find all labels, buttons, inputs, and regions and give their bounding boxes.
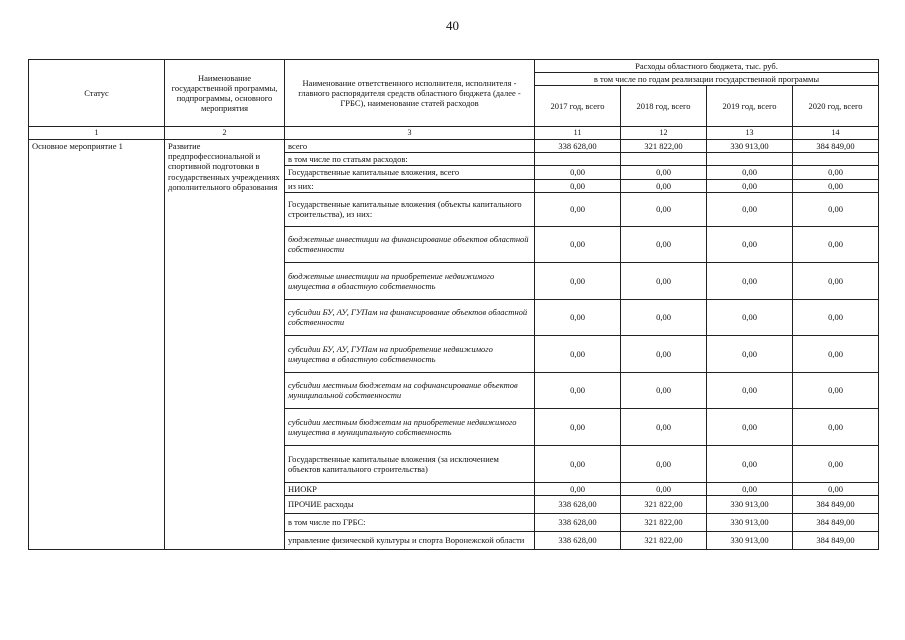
- status-cell: Основное мероприятие 1: [29, 139, 165, 549]
- amount-cell: 384 849,00: [793, 139, 879, 152]
- amount-cell: 0,00: [621, 408, 707, 445]
- expense-label: бюджетные инвестиции на финансирование объектов областной собственности: [285, 226, 535, 262]
- amount-cell: 0,00: [707, 335, 793, 372]
- amount-cell: 330 913,00: [707, 513, 793, 531]
- amount-cell: 338 628,00: [535, 531, 621, 549]
- table-row: [29, 139, 879, 152]
- amount-cell: 384 849,00: [793, 495, 879, 513]
- amount-cell: 0,00: [793, 299, 879, 335]
- amount-cell: 330 913,00: [707, 531, 793, 549]
- amount-cell: 0,00: [621, 179, 707, 192]
- expense-label: в том числе по статьям расходов:: [285, 153, 535, 166]
- expense-label: субсидии местным бюджетам на софинансирование объектов муниципальной собственности: [285, 372, 535, 408]
- expense-label: из них:: [285, 179, 535, 192]
- amount-cell: 0,00: [707, 372, 793, 408]
- amount-cell: 0,00: [535, 372, 621, 408]
- header-executor: Наименование ответственного исполнителя, исполнителя - главного распорядителя средств областного бюджета (далее - ГРБС), наименование статей расходов: [285, 60, 535, 127]
- header-by-years: в том числе по годам реализации государственной программы: [535, 73, 879, 86]
- amount-cell: 0,00: [707, 299, 793, 335]
- amount-cell: 0,00: [707, 192, 793, 226]
- amount-cell: 338 628,00: [535, 495, 621, 513]
- amount-cell: 0,00: [707, 482, 793, 495]
- expense-label: ПРОЧИЕ расходы: [285, 495, 535, 513]
- amount-cell: 0,00: [621, 262, 707, 299]
- expense-label: бюджетные инвестиции на приобретение недвижимого имущества в областную собственность: [285, 262, 535, 299]
- expense-label: Государственные капитальные вложения, всего: [285, 166, 535, 179]
- amount-cell: [621, 153, 707, 166]
- expense-label: всего: [285, 139, 535, 152]
- amount-cell: 321 822,00: [621, 513, 707, 531]
- amount-cell: 321 822,00: [621, 139, 707, 152]
- amount-cell: 0,00: [621, 299, 707, 335]
- amount-cell: 0,00: [793, 335, 879, 372]
- expense-label: субсидии местным бюджетам на приобретение недвижимого имущества в муниципальную собственность: [285, 408, 535, 445]
- amount-cell: 0,00: [535, 262, 621, 299]
- amount-cell: 330 913,00: [707, 139, 793, 152]
- column-index: 11: [535, 127, 621, 140]
- amount-cell: 0,00: [621, 372, 707, 408]
- amount-cell: 0,00: [793, 166, 879, 179]
- header-year-2018: 2018 год, всего: [621, 86, 707, 127]
- header-status: Статус: [29, 60, 165, 127]
- amount-cell: 330 913,00: [707, 495, 793, 513]
- amount-cell: [535, 153, 621, 166]
- amount-cell: 0,00: [793, 262, 879, 299]
- amount-cell: 0,00: [707, 226, 793, 262]
- amount-cell: 0,00: [621, 482, 707, 495]
- expense-label: в том числе по ГРБС:: [285, 513, 535, 531]
- header-year-2019: 2019 год, всего: [707, 86, 793, 127]
- amount-cell: 0,00: [621, 226, 707, 262]
- column-index: 14: [793, 127, 879, 140]
- amount-cell: 0,00: [707, 166, 793, 179]
- header-program-name: Наименование государственной программы, подпрограммы, основного мероприятия: [165, 60, 285, 127]
- amount-cell: 0,00: [793, 192, 879, 226]
- table-body: [29, 139, 879, 549]
- expense-label: субсидии БУ, АУ, ГУПам на финансирование объектов областной собственности: [285, 299, 535, 335]
- amount-cell: 0,00: [535, 335, 621, 372]
- amount-cell: 0,00: [793, 372, 879, 408]
- header-year-2020: 2020 год, всего: [793, 86, 879, 127]
- header-expenses-title: Расходы областного бюджета, тыс. руб.: [535, 60, 879, 73]
- amount-cell: 321 822,00: [621, 495, 707, 513]
- amount-cell: 0,00: [535, 299, 621, 335]
- expense-label: Государственные капитальные вложения (за исключением объектов капитального строительства): [285, 445, 535, 482]
- amount-cell: [707, 153, 793, 166]
- expense-label: НИОКР: [285, 482, 535, 495]
- amount-cell: 0,00: [535, 166, 621, 179]
- amount-cell: 0,00: [535, 445, 621, 482]
- expense-label: управление физической культуры и спорта Воронежской области: [285, 531, 535, 549]
- amount-cell: 0,00: [621, 192, 707, 226]
- expense-label: Государственные капитальные вложения (объекты капитального строительства), из них:: [285, 192, 535, 226]
- column-index: 3: [285, 127, 535, 140]
- amount-cell: 384 849,00: [793, 531, 879, 549]
- amount-cell: 0,00: [793, 226, 879, 262]
- amount-cell: 338 628,00: [535, 139, 621, 152]
- amount-cell: 0,00: [707, 408, 793, 445]
- column-index: 12: [621, 127, 707, 140]
- column-index: 1: [29, 127, 165, 140]
- amount-cell: [793, 153, 879, 166]
- column-index: 13: [707, 127, 793, 140]
- amount-cell: 338 628,00: [535, 513, 621, 531]
- amount-cell: 0,00: [707, 179, 793, 192]
- amount-cell: 0,00: [793, 179, 879, 192]
- column-index: 2: [165, 127, 285, 140]
- amount-cell: 0,00: [793, 408, 879, 445]
- amount-cell: 0,00: [535, 408, 621, 445]
- amount-cell: 0,00: [535, 192, 621, 226]
- amount-cell: 0,00: [621, 166, 707, 179]
- amount-cell: 0,00: [793, 482, 879, 495]
- page-number: 40: [446, 18, 459, 33]
- amount-cell: 0,00: [621, 445, 707, 482]
- amount-cell: 0,00: [707, 445, 793, 482]
- amount-cell: 0,00: [535, 179, 621, 192]
- amount-cell: 0,00: [535, 482, 621, 495]
- amount-cell: 0,00: [535, 226, 621, 262]
- expense-label: субсидии БУ, АУ, ГУПам на приобретение недвижимого имущества в областную собственность: [285, 335, 535, 372]
- amount-cell: 384 849,00: [793, 513, 879, 531]
- program-cell: Развитие предпрофессиональной и спортивной подготовки в государственных учреждениях дополнительного образования: [165, 139, 285, 549]
- amount-cell: 0,00: [621, 335, 707, 372]
- budget-table: [28, 59, 879, 550]
- amount-cell: 321 822,00: [621, 531, 707, 549]
- amount-cell: 0,00: [793, 445, 879, 482]
- amount-cell: 0,00: [707, 262, 793, 299]
- header-year-2017: 2017 год, всего: [535, 86, 621, 127]
